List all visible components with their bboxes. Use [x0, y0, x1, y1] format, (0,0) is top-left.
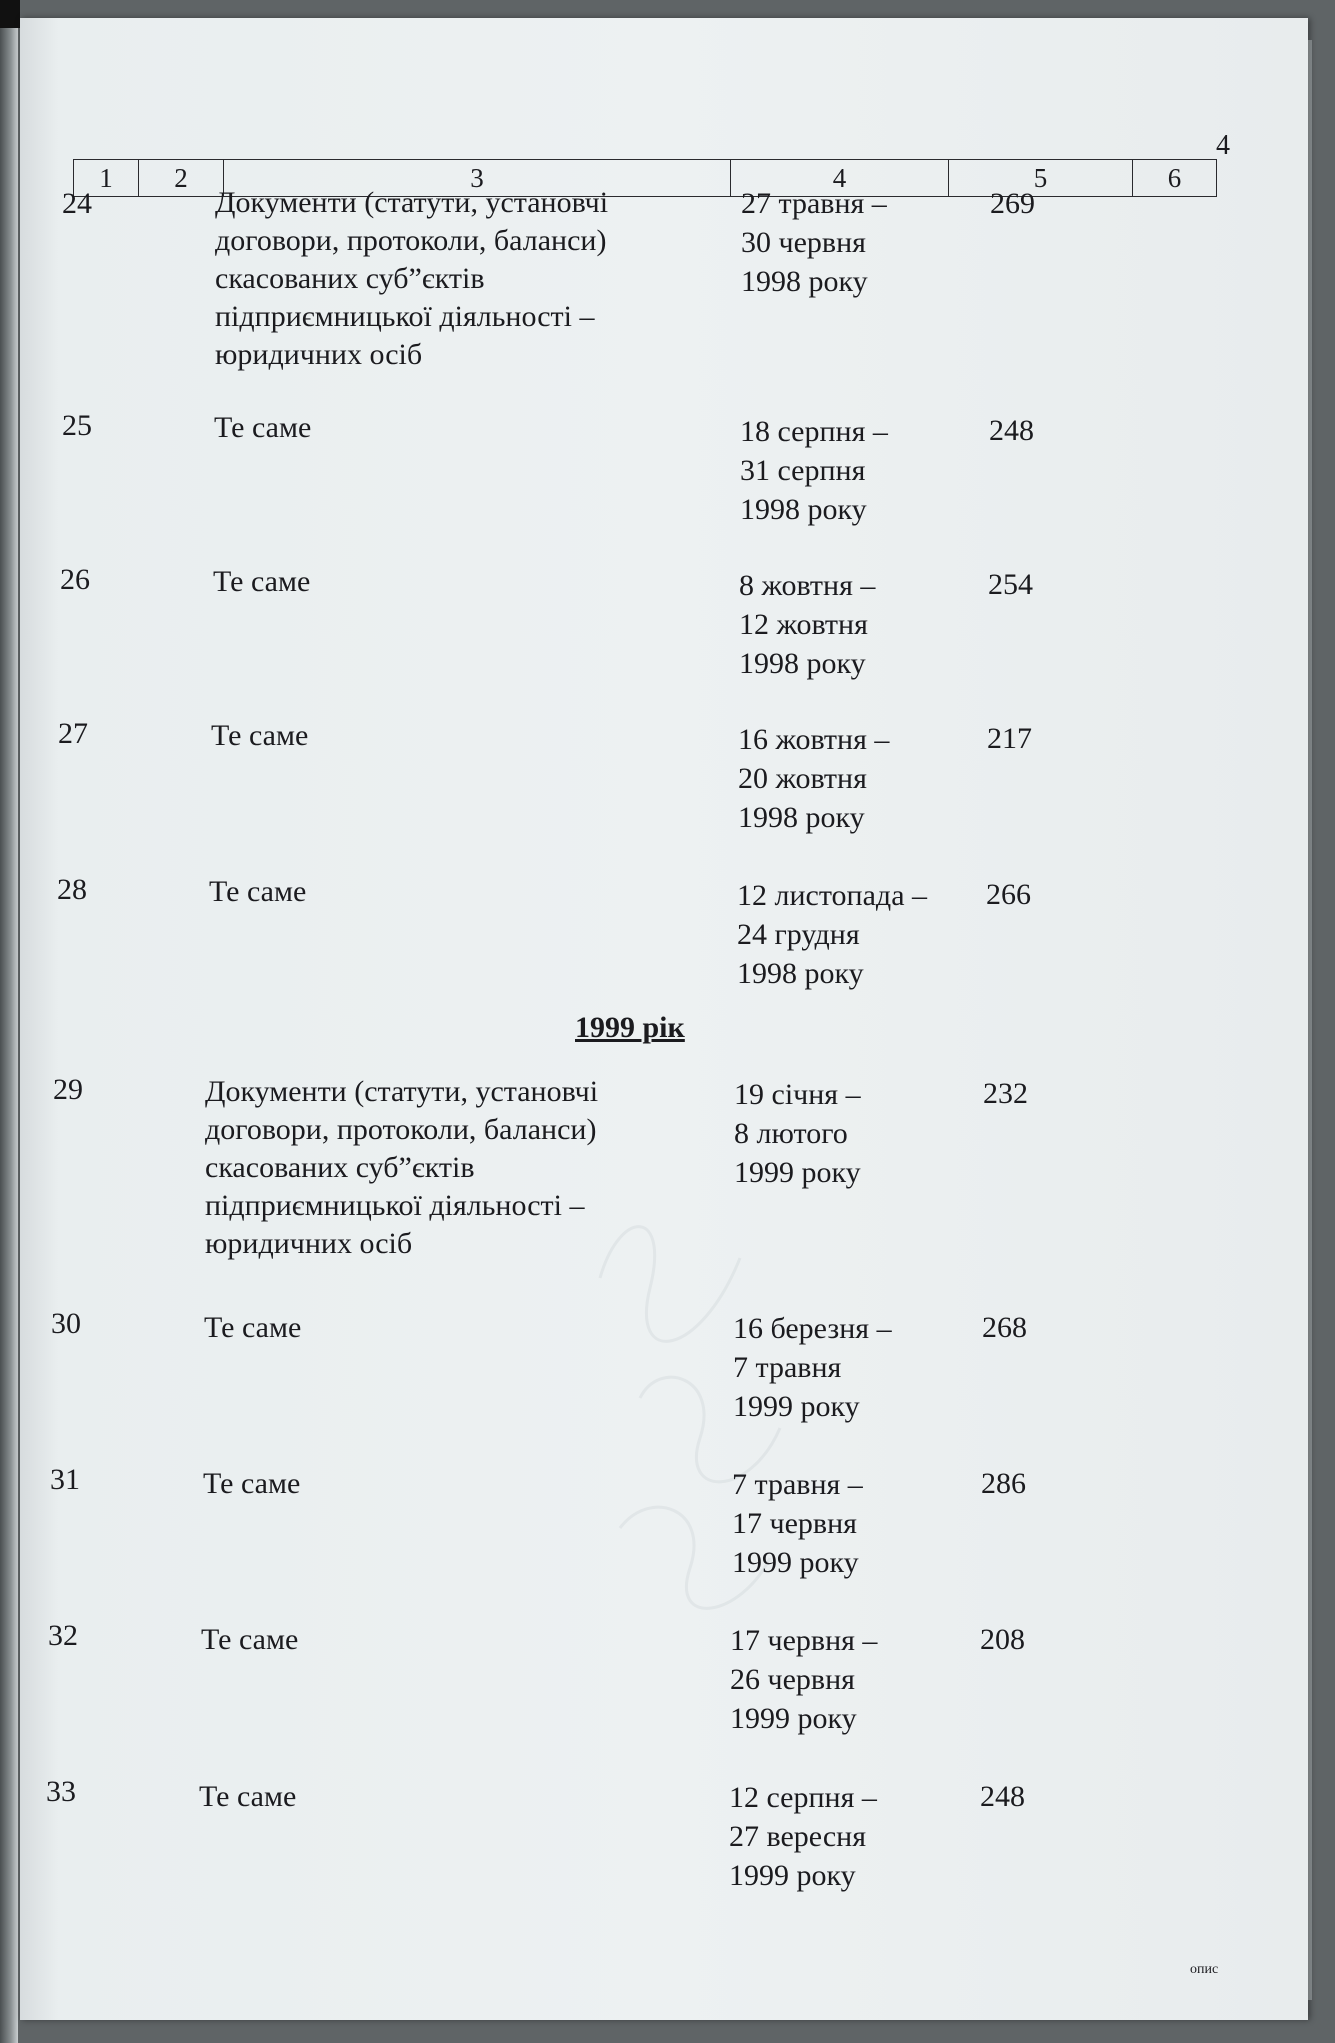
row-count: 248 [989, 414, 1034, 447]
row-description: Те саме [204, 1311, 302, 1344]
row-count: 232 [983, 1077, 1028, 1110]
date-line: 27 травня – [741, 187, 887, 220]
row-count: 286 [981, 1467, 1026, 1500]
date-line: 20 жовтня [738, 762, 867, 795]
row-date [730, 1621, 877, 1738]
date-line: 8 лютого [734, 1117, 848, 1150]
date-line: 1999 року [729, 1859, 856, 1892]
row-count: 266 [986, 878, 1031, 911]
document-page [20, 18, 1308, 2020]
row-description: Те саме [213, 565, 311, 598]
row-description: Те саме [201, 1623, 299, 1656]
date-line: 1998 року [739, 647, 866, 680]
row-number: 28 [57, 873, 87, 906]
row-date [739, 566, 875, 683]
row-description: Документи (статути, установчі договори, протоколи, баланси) скасованих суб”єктів підприємницької діяльності – юридичних осіб [215, 186, 609, 371]
page-number: 4 [1216, 130, 1230, 161]
row-description: Те саме [211, 719, 309, 752]
row-date [729, 1778, 877, 1895]
row-date [740, 412, 888, 529]
date-line: 19 січня – [734, 1078, 861, 1111]
header-col-6: 6 [1133, 160, 1217, 197]
row-number: 29 [53, 1073, 83, 1106]
header-col-2: 2 [139, 160, 224, 197]
row-count: 208 [980, 1623, 1025, 1656]
row-date [738, 720, 889, 837]
date-line: 12 серпня – [729, 1781, 877, 1814]
date-line: 1999 року [734, 1156, 861, 1189]
date-line: 27 вересня [729, 1820, 867, 1853]
year-heading: 1999 рік [575, 1011, 685, 1044]
date-line: 12 жовтня [739, 608, 868, 641]
row-number: 32 [48, 1619, 78, 1652]
scan-corner [0, 0, 20, 28]
date-line: 1999 року [733, 1390, 860, 1423]
page-binding [0, 0, 18, 2043]
date-line: 1998 року [741, 265, 868, 298]
row-date [737, 876, 927, 993]
date-line: 1998 року [740, 493, 867, 526]
date-line: 18 серпня – [740, 415, 888, 448]
row-number: 31 [50, 1463, 80, 1496]
row-description: Документи (статути, установчі договори, протоколи, баланси) скасованих суб”єктів підприємницької діяльності – юридичних осіб [205, 1075, 599, 1260]
date-line: 8 жовтня – [739, 569, 876, 602]
date-line: 1998 року [737, 957, 864, 990]
row-count: 254 [988, 568, 1033, 601]
date-line: 17 червня [732, 1507, 857, 1540]
header-col-4: 4 [731, 160, 949, 197]
row-count: 248 [980, 1780, 1025, 1813]
row-description: Те саме [214, 411, 312, 444]
date-line: 24 грудня [737, 918, 860, 951]
date-line: 16 березня – [733, 1312, 892, 1345]
date-line: 7 травня – [732, 1468, 863, 1501]
row-count: 268 [982, 1311, 1027, 1344]
date-line: 7 травня [733, 1351, 842, 1384]
date-line: 1999 року [730, 1702, 857, 1735]
date-line: 31 серпня [740, 454, 866, 487]
header-col-3: 3 [224, 160, 731, 197]
header-col-1: 1 [74, 160, 139, 197]
date-line: 1998 року [738, 801, 865, 834]
footer-label: опис [1190, 1962, 1219, 1977]
date-line: 30 червня [741, 226, 866, 259]
date-line: 16 жовтня – [738, 723, 890, 756]
row-number: 27 [58, 717, 88, 750]
row-number: 25 [62, 409, 92, 442]
date-line: 26 червня [730, 1663, 855, 1696]
row-number: 30 [51, 1307, 81, 1340]
row-date [741, 184, 887, 301]
row-description: Те саме [209, 875, 307, 908]
bleed-through-signature [580, 1198, 840, 1638]
row-count: 217 [987, 722, 1032, 755]
row-count: 269 [990, 187, 1035, 220]
row-description: Те саме [199, 1780, 297, 1813]
row-description: Те саме [203, 1467, 301, 1500]
date-line: 17 червня – [730, 1624, 878, 1657]
date-line: 1999 року [732, 1546, 859, 1579]
header-col-5: 5 [949, 160, 1133, 197]
row-number: 24 [62, 187, 92, 220]
row-number: 26 [60, 563, 90, 596]
row-number: 33 [46, 1775, 76, 1808]
row-date [734, 1075, 861, 1192]
date-line: 12 листопада – [737, 879, 928, 912]
